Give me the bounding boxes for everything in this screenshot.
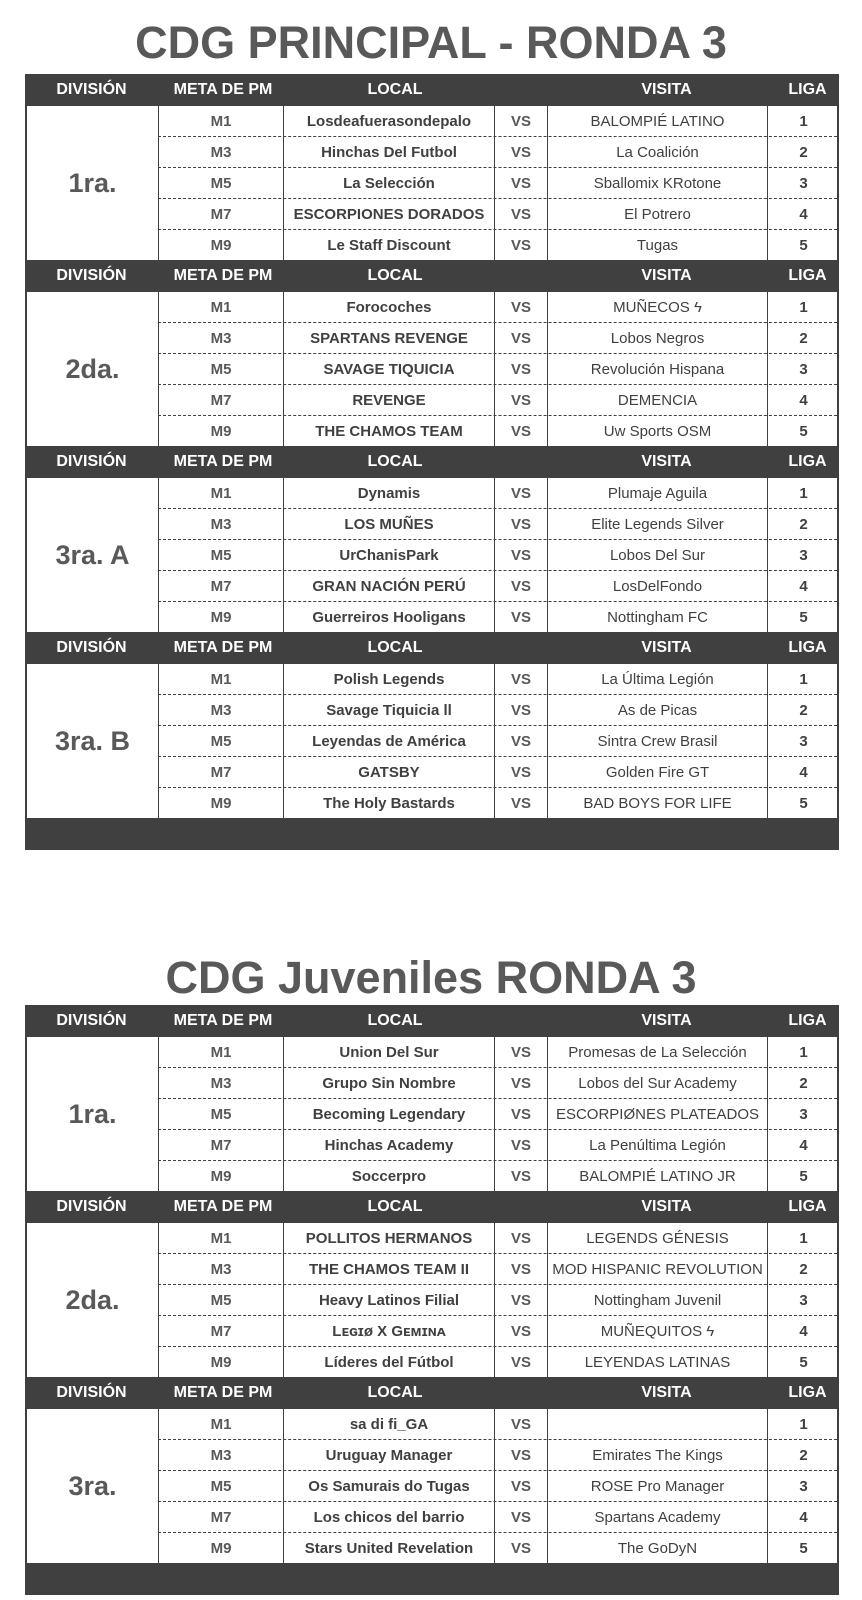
table-header-row [25,74,839,106]
local-team: SAVAGE TIQUICIA [284,354,495,385]
visiting-team: La Última Legión [548,664,768,695]
local-team: Soccerpro [284,1161,495,1192]
visiting-team: BALOMPIÉ LATINO [548,106,768,137]
match-row [158,323,837,354]
division-block [25,478,839,632]
liga-number: 2 [799,516,808,533]
match-row [158,199,837,230]
vs-label: VS [495,1099,548,1130]
local-team: SPARTANS REVENGE [284,323,495,354]
header-visita: VISITA [641,453,692,470]
local-team: Union Del Sur [284,1037,495,1068]
header-division: DIVISIÓN [56,1198,127,1215]
division-name: 3ra. [68,1471,117,1501]
vs-label: VS [495,323,548,354]
header-meta: META DE PM [173,81,273,98]
vs-label: VS [495,509,548,540]
liga-number: 1 [799,113,808,130]
liga-number: 4 [799,1323,808,1340]
header-division: DIVISIÓN [56,1384,127,1401]
visiting-team: Nottingham FC [548,602,768,633]
local-team: Stars United Revelation [284,1533,495,1564]
vs-label: VS [495,788,548,819]
match-row [158,540,837,571]
visiting-team: Lobos Del Sur [548,540,768,571]
local-team: sa di fi_GA [284,1409,495,1440]
liga-number: 5 [799,1354,808,1371]
header-local: LOCAL [367,1198,423,1215]
visiting-team: El Potrero [548,199,768,230]
match-row [158,1440,837,1471]
local-team: Grupo Sin Nombre [284,1068,495,1099]
match-row [158,664,837,695]
liga-number: 3 [799,1478,808,1495]
header-visita: VISITA [641,1012,692,1029]
match-row [158,354,837,385]
liga-number: 1 [799,299,808,316]
local-team: UrChanisPark [284,540,495,571]
header-division: DIVISIÓN [56,1012,127,1029]
table-footer-bar [25,818,839,850]
vs-label: VS [495,571,548,602]
header-liga: LIGA [788,1198,827,1215]
match-row [158,757,837,788]
local-team: GATSBY [284,757,495,788]
liga-number: 1 [799,1416,808,1433]
header-meta: META DE PM [173,1384,273,1401]
vs-label: VS [495,1223,548,1254]
vs-label: VS [495,695,548,726]
match-row [158,726,837,757]
match-row [158,602,837,633]
match-row [158,1068,837,1099]
visiting-team: Revolución Hispana [548,354,768,385]
vs-label: VS [495,416,548,447]
local-team: Polish Legends [284,664,495,695]
meta-cell: M7 [158,1316,284,1347]
vs-label: VS [495,1254,548,1285]
match-row [158,1347,837,1378]
division-name: 1ra. [68,168,117,198]
visiting-team: LEGENDS GÉNESIS [548,1223,768,1254]
visiting-team: Golden Fire GT [548,757,768,788]
meta-cell: M5 [158,1285,284,1316]
liga-number: 5 [799,1168,808,1185]
vs-label: VS [495,1347,548,1378]
local-team: Leyendas de América [284,726,495,757]
division-name: 2da. [65,354,120,384]
meta-cell: M5 [158,726,284,757]
meta-cell: M9 [158,788,284,819]
local-team: LOS MUÑES [284,509,495,540]
header-meta: META DE PM [173,453,273,470]
liga-number: 2 [799,1075,808,1092]
local-team: ESCORPIONES DORADOS [284,199,495,230]
header-liga: LIGA [788,1012,827,1029]
local-team: Los chicos del barrio [284,1502,495,1533]
liga-number: 2 [799,330,808,347]
vs-label: VS [495,602,548,633]
liga-number: 1 [799,671,808,688]
vs-label: VS [495,137,548,168]
meta-cell: M5 [158,354,284,385]
division-block [25,1037,839,1191]
meta-cell: M7 [158,1502,284,1533]
vs-label: VS [495,1440,548,1471]
meta-cell: M5 [158,168,284,199]
division-block [25,106,839,260]
header-division: DIVISIÓN [56,81,127,98]
liga-number: 5 [799,237,808,254]
header-local: LOCAL [367,639,423,656]
fixtures-table-principal [25,74,839,850]
header-liga: LIGA [788,1384,827,1401]
local-team: THE CHAMOS TEAM II [284,1254,495,1285]
visiting-team: LEYENDAS LATINAS [548,1347,768,1378]
visiting-team: Plumaje Aguila [548,478,768,509]
vs-label: VS [495,1037,548,1068]
vs-label: VS [495,106,548,137]
liga-number: 3 [799,733,808,750]
header-local: LOCAL [367,1384,423,1401]
local-team: Líderes del Fútbol [284,1347,495,1378]
division-name: 3ra. A [55,540,130,570]
vs-label: VS [495,385,548,416]
vs-label: VS [495,1533,548,1564]
header-visita: VISITA [641,1384,692,1401]
meta-cell: M3 [158,1068,284,1099]
local-team: THE CHAMOS TEAM [284,416,495,447]
header-local: LOCAL [367,1012,423,1029]
liga-number: 3 [799,175,808,192]
visiting-team: MUÑEQUITOS ϟ [548,1316,768,1347]
meta-cell: M7 [158,1130,284,1161]
local-team: GRAN NACIÓN PERÚ [284,571,495,602]
local-team: Os Samurais do Tugas [284,1471,495,1502]
division-name: 3ra. B [54,726,131,756]
visiting-team: Tugas [548,230,768,261]
header-visita: VISITA [641,1198,692,1215]
division-block [25,664,839,818]
meta-cell: M7 [158,199,284,230]
section-title: CDG Juveniles RONDA 3 [165,952,697,1003]
header-liga: LIGA [788,81,827,98]
meta-cell: M9 [158,416,284,447]
visiting-team: BAD BOYS FOR LIFE [548,788,768,819]
vs-label: VS [495,664,548,695]
local-team: The Holy Bastards [284,788,495,819]
match-row [158,509,837,540]
meta-cell: M1 [158,664,284,695]
visiting-team: La Coalición [548,137,768,168]
visiting-team: ESCORPIØNES PLATEADOS [548,1099,768,1130]
match-row [158,1316,837,1347]
meta-cell: M1 [158,478,284,509]
meta-cell: M7 [158,571,284,602]
table-header-row [25,446,839,478]
division-name: 1ra. [68,1099,117,1129]
vs-label: VS [495,1316,548,1347]
meta-cell: M1 [158,1223,284,1254]
division-block [25,1409,839,1563]
match-row [158,292,837,323]
liga-number: 1 [799,1044,808,1061]
header-division: DIVISIÓN [56,267,127,284]
liga-number: 4 [799,392,808,409]
liga-number: 2 [799,702,808,719]
header-division: DIVISIÓN [56,453,127,470]
visiting-team: ROSE Pro Manager [548,1471,768,1502]
match-row [158,571,837,602]
meta-cell: M3 [158,137,284,168]
visiting-team: Sballomix KRotone [548,168,768,199]
local-team: Hinchas Academy [284,1130,495,1161]
match-row [158,1130,837,1161]
local-team: Savage Tiquicia ll [284,695,495,726]
table-header-row [25,1377,839,1409]
local-team: Hinchas Del Futbol [284,137,495,168]
meta-cell: M3 [158,1440,284,1471]
visiting-team: Emirates The Kings [548,1440,768,1471]
meta-cell: M1 [158,292,284,323]
meta-cell: M3 [158,509,284,540]
table-header-row [25,1005,839,1037]
visiting-team: LosDelFondo [548,571,768,602]
liga-number: 5 [799,1540,808,1557]
match-row [158,1223,837,1254]
match-row [158,1037,837,1068]
vs-label: VS [495,1409,548,1440]
table-header-row [25,260,839,292]
local-team: REVENGE [284,385,495,416]
division-name: 2da. [65,1285,120,1315]
match-row [158,1285,837,1316]
meta-cell: M3 [158,1254,284,1285]
match-row [158,788,837,819]
liga-number: 4 [799,578,808,595]
liga-number: 1 [799,1230,808,1247]
visiting-team: MOD HISPANIC REVOLUTION [548,1254,768,1285]
vs-label: VS [495,199,548,230]
liga-number: 2 [799,1261,808,1278]
local-team: Lᴇɢɪø X Gᴇᴍɪɴᴀ [284,1316,495,1347]
meta-cell: M9 [158,1161,284,1192]
local-team: Becoming Legendary [284,1099,495,1130]
header-visita: VISITA [641,81,692,98]
liga-number: 5 [799,609,808,626]
visiting-team: The GoDyN [548,1533,768,1564]
visiting-team: Elite Legends Silver [548,509,768,540]
division-block [25,1223,839,1377]
visiting-team: Spartans Academy [548,1502,768,1533]
liga-number: 3 [799,547,808,564]
match-row [158,168,837,199]
division-block [25,292,839,446]
visiting-team: Nottingham Juvenil [548,1285,768,1316]
match-row [158,106,837,137]
header-local: LOCAL [367,81,423,98]
table-header-row [25,632,839,664]
header-meta: META DE PM [173,1198,273,1215]
liga-number: 5 [799,423,808,440]
local-team: POLLITOS HERMANOS [284,1223,495,1254]
header-meta: META DE PM [173,639,273,656]
vs-label: VS [495,292,548,323]
header-meta: META DE PM [173,267,273,284]
liga-number: 1 [799,485,808,502]
match-row [158,385,837,416]
visiting-team: Promesas de La Selección [548,1037,768,1068]
vs-label: VS [495,540,548,571]
match-row [158,1533,837,1564]
local-team: Uruguay Manager [284,1440,495,1471]
meta-cell: M1 [158,1409,284,1440]
visiting-team: As de Picas [548,695,768,726]
liga-number: 4 [799,206,808,223]
match-row [158,230,837,261]
liga-number: 4 [799,1509,808,1526]
fixtures-table-juveniles [25,1005,839,1595]
visiting-team [548,1409,768,1440]
local-team: Dynamis [284,478,495,509]
meta-cell: M1 [158,1037,284,1068]
vs-label: VS [495,354,548,385]
meta-cell: M9 [158,602,284,633]
liga-number: 3 [799,1106,808,1123]
match-row [158,137,837,168]
meta-cell: M3 [158,695,284,726]
header-division: DIVISIÓN [56,639,127,656]
match-row [158,1471,837,1502]
header-local: LOCAL [367,267,423,284]
liga-number: 3 [799,1292,808,1309]
meta-cell: M9 [158,230,284,261]
match-row [158,1254,837,1285]
table-header-row [25,1191,839,1223]
liga-number: 3 [799,361,808,378]
local-team: Heavy Latinos Filial [284,1285,495,1316]
visiting-team: La Penúltima Legión [548,1130,768,1161]
liga-number: 4 [799,764,808,781]
liga-number: 2 [799,1447,808,1464]
meta-cell: M5 [158,1099,284,1130]
header-visita: VISITA [641,267,692,284]
visiting-team: DEMENCIA [548,385,768,416]
liga-number: 5 [799,795,808,812]
local-team: Losdeafuerasondepalo [284,106,495,137]
match-row [158,416,837,447]
header-meta: META DE PM [173,1012,273,1029]
meta-cell: M7 [158,385,284,416]
visiting-team: MUÑECOS ϟ [548,292,768,323]
match-row [158,695,837,726]
match-row [158,478,837,509]
visiting-team: Sintra Crew Brasil [548,726,768,757]
meta-cell: M9 [158,1533,284,1564]
visiting-team: Lobos Negros [548,323,768,354]
vs-label: VS [495,757,548,788]
vs-label: VS [495,726,548,757]
header-visita: VISITA [641,639,692,656]
visiting-team: Lobos del Sur Academy [548,1068,768,1099]
section-title: CDG PRINCIPAL - RONDA 3 [135,17,727,68]
vs-label: VS [495,1471,548,1502]
match-row [158,1161,837,1192]
liga-number: 4 [799,1137,808,1154]
match-row [158,1502,837,1533]
local-team: Forocoches [284,292,495,323]
vs-label: VS [495,1130,548,1161]
match-row [158,1099,837,1130]
local-team: Le Staff Discount [284,230,495,261]
match-row [158,1409,837,1440]
meta-cell: M3 [158,323,284,354]
vs-label: VS [495,1161,548,1192]
visiting-team: BALOMPIÉ LATINO JR [548,1161,768,1192]
liga-number: 2 [799,144,808,161]
local-team: La Selección [284,168,495,199]
visiting-team: Uw Sports OSM [548,416,768,447]
header-local: LOCAL [367,453,423,470]
vs-label: VS [495,478,548,509]
header-liga: LIGA [788,639,827,656]
meta-cell: M5 [158,540,284,571]
vs-label: VS [495,1502,548,1533]
meta-cell: M5 [158,1471,284,1502]
meta-cell: M7 [158,757,284,788]
header-liga: LIGA [788,267,827,284]
header-liga: LIGA [788,453,827,470]
vs-label: VS [495,230,548,261]
vs-label: VS [495,1285,548,1316]
local-team: Guerreiros Hooligans [284,602,495,633]
vs-label: VS [495,168,548,199]
table-footer-bar [25,1563,839,1595]
meta-cell: M1 [158,106,284,137]
meta-cell: M9 [158,1347,284,1378]
vs-label: VS [495,1068,548,1099]
